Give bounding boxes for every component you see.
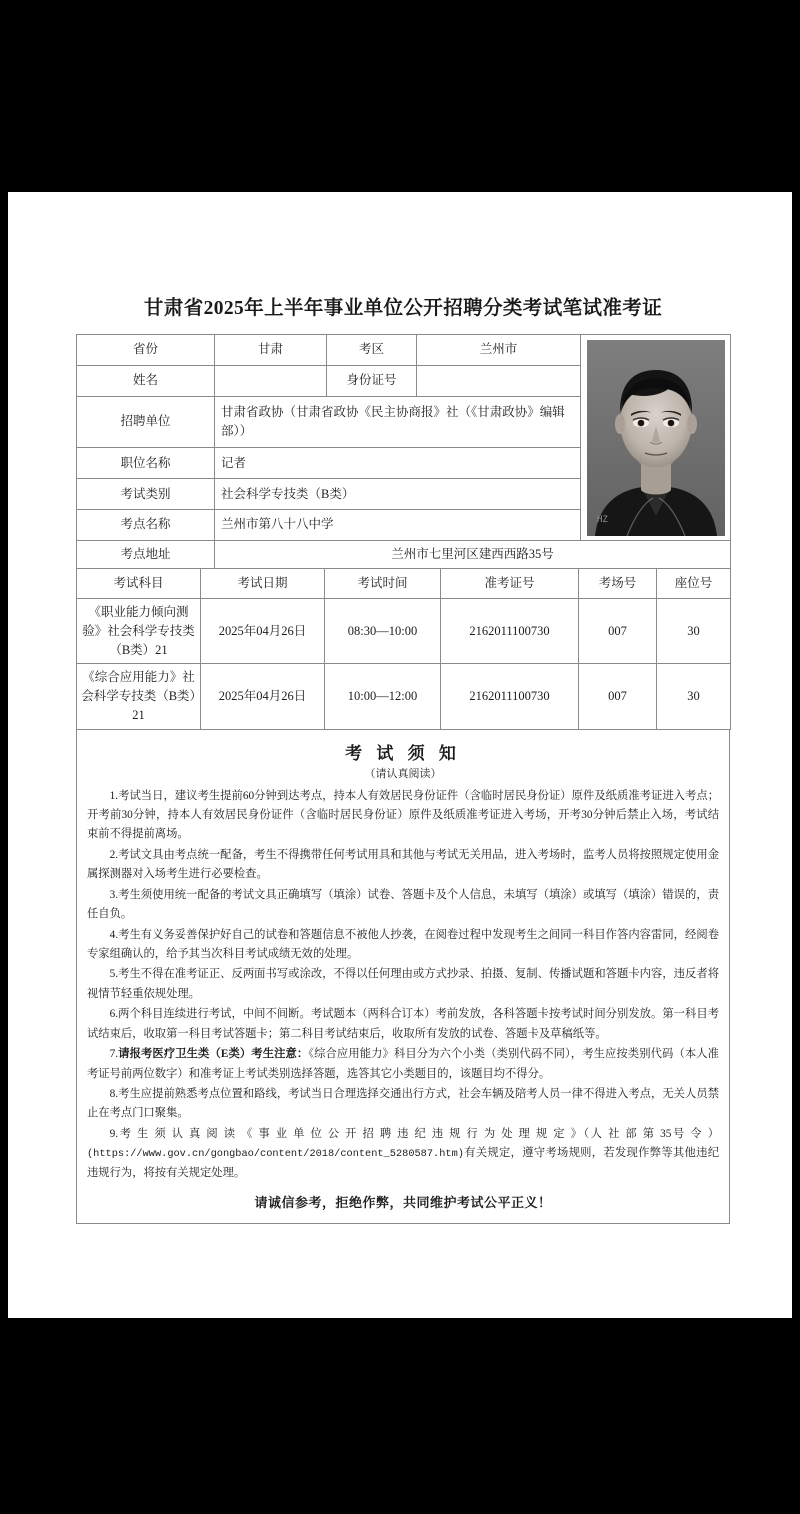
- document-page: [8, 192, 792, 1318]
- notice-item-7-text: 《综合应用能力》科目分为六个小类（类别代码不同），考生应按类别代码（本人准考证号前两位数字）和准考证上考试类别选择答题，选答其它小类题目的，该题目均不得分。: [87, 1048, 719, 1080]
- notice-item-9-number: 9.: [109, 1127, 119, 1140]
- col-header-subject: 考试科目: [77, 569, 201, 599]
- avatar: [587, 340, 725, 536]
- candidate-info-table: [76, 334, 731, 569]
- exam-schedule-table: [76, 568, 731, 729]
- exam-area-label: 考区: [327, 335, 417, 366]
- exam-ticket-no: 2162011100730: [441, 664, 579, 729]
- exam-seat-no: 30: [657, 599, 731, 664]
- employer-label: 招聘单位: [77, 396, 215, 448]
- exam-ticket-no: 2162011100730: [441, 599, 579, 664]
- notice-footer-slogan: 请诚信参考，拒绝作弊，共同维护考试公平正义！: [254, 1195, 552, 1211]
- table-row: [77, 664, 731, 729]
- portrait-photo-icon: [587, 340, 725, 536]
- site-address-value: 兰州市七里河区建西西路35号: [215, 541, 731, 569]
- notice-item-9-text-part1: 考 生 须 认 真 阅 读 《 事 业 单 位 公 开 招 聘 违 纪 违 规 行 为 处 理 规 定 》（人 社 部 第 35号 令 ）: [118, 1127, 719, 1140]
- exam-room-no: 007: [579, 599, 657, 664]
- admission-ticket: [76, 292, 730, 1224]
- id-number-label: 身份证号: [327, 365, 417, 396]
- col-header-ticket-no: 准考证号: [441, 569, 579, 599]
- notice-subtitle: （请认真阅读）: [364, 767, 442, 780]
- exam-date: 2025年04月26日: [201, 599, 325, 664]
- name-label: 姓名: [77, 365, 215, 396]
- notice-item-2: 2.考试文具由考点统一配备，考生不得携带任何考试用具和其他与考试无关用品，进入考场时，监考人员将按照规定使用金属探测器对入场考生进行必要检查。: [87, 848, 719, 881]
- regulation-url: (https://www.gov.cn/gongbao/content/2018/content_5280587.htm): [87, 1148, 464, 1161]
- exam-seat-no: 30: [657, 664, 731, 729]
- notice-item-5: 5.考生不得在准考证正、反两面书写或涂改，不得以任何理由或方式抄录、拍摄、复制、传播试题和答题卡内容，违反者将视情节轻重依规处理。: [87, 968, 719, 1000]
- exam-area-value: 兰州市: [417, 335, 581, 366]
- notice-title: 考 试 须 知: [345, 743, 461, 763]
- notice-item-9-text-part2: 有关规定，遵守考场规则，若发现作弊等其他违纪违规行为，将按有关规定处理。: [87, 1147, 719, 1179]
- svg-text:HZ: HZ: [597, 515, 608, 525]
- table-row: [77, 541, 731, 569]
- site-name-value: 兰州市第八十八中学: [215, 510, 581, 541]
- exam-time: 08:30—10:00: [325, 599, 441, 664]
- position-label: 职位名称: [77, 448, 215, 479]
- notice-item-3: 3.考生须使用统一配备的考试文具正确填写（填涂）试卷、答题卡及个人信息，未填写（填涂）或填写（填涂）错误的，责任自负。: [87, 888, 719, 921]
- employer-value: 甘肃省政协（甘肃省政协《民主协商报》社（《甘肃政协》编辑部））: [215, 396, 581, 448]
- site-address-label: 考点地址: [77, 541, 215, 569]
- col-header-room-no: 考场号: [579, 569, 657, 599]
- exam-notice-section: [76, 729, 730, 1225]
- province-value: 甘肃: [215, 335, 327, 366]
- site-name-label: 考点名称: [77, 510, 215, 541]
- col-header-seat-no: 座位号: [657, 569, 731, 599]
- notice-item-7: [87, 1045, 719, 1084]
- notice-item-1: 1.考试当日，建议考生提前60分钟到达考点，持本人有效居民身份证件（含临时居民身份证）原件及纸质准考证进入考点；开考前30分钟，持本人有效居民身份证件（含临时居民身份证）原件及纸质准考证进入考场，开考30分钟后禁止入场，考试结束前不得提前离场。: [87, 789, 719, 841]
- exam-category-value: 社会科学专技类（B类）: [215, 479, 581, 510]
- id-number-redacted: [423, 373, 574, 389]
- col-header-date: 考试日期: [201, 569, 325, 599]
- exam-subject: 《职业能力倾向测验》社会科学专技类（B类）21: [77, 599, 201, 664]
- notice-item-9: [87, 1125, 719, 1184]
- exam-time: 10:00—12:00: [325, 664, 441, 729]
- table-row: [77, 335, 731, 366]
- exam-date: 2025年04月26日: [201, 664, 325, 729]
- province-label: 省份: [77, 335, 215, 366]
- notice-item-8: 8.考生应提前熟悉考点位置和路线，考试当日合理选择交通出行方式，社会车辆及陪考人员一律不得进入考点，无关人员禁止在考点门口聚集。: [87, 1087, 719, 1120]
- schedule-header-row: [77, 569, 731, 599]
- position-value: 记者: [215, 448, 581, 479]
- candidate-photo-cell: [581, 335, 731, 541]
- id-number-value: [417, 365, 581, 396]
- notice-item-7-number: 7.: [109, 1048, 119, 1061]
- notice-item-7-bold-lead: 请报考医疗卫生类（E类）考生注意：: [118, 1048, 309, 1061]
- notice-item-6: 6.两个科目连续进行考试，中间不间断。考试题本（两科合订本）考前发放，各科答题卡按考试时间分别发放。第一科目考试结束后，收取第一科目考试答题卡；第二科目考试结束后，收取所有发放的试卷、答题卡及草稿纸等。: [87, 1008, 719, 1040]
- page-title: 甘肃省2025年上半年事业单位公开招聘分类考试笔试准考证: [143, 298, 663, 319]
- notice-item-4: 4.考生有义务妥善保护好自己的试卷和答题信息不被他人抄袭，在阅卷过程中发现考生之间同一科目作答内容雷同，经阅卷专家组确认的，给予其当次科目考试成绩无效的处理。: [87, 928, 719, 960]
- exam-room-no: 007: [579, 664, 657, 729]
- exam-subject: 《综合应用能力》社会科学专技类（B类）21: [77, 664, 201, 729]
- table-row: [77, 599, 731, 664]
- exam-category-label: 考试类别: [77, 479, 215, 510]
- name-value: [215, 365, 327, 396]
- col-header-time: 考试时间: [325, 569, 441, 599]
